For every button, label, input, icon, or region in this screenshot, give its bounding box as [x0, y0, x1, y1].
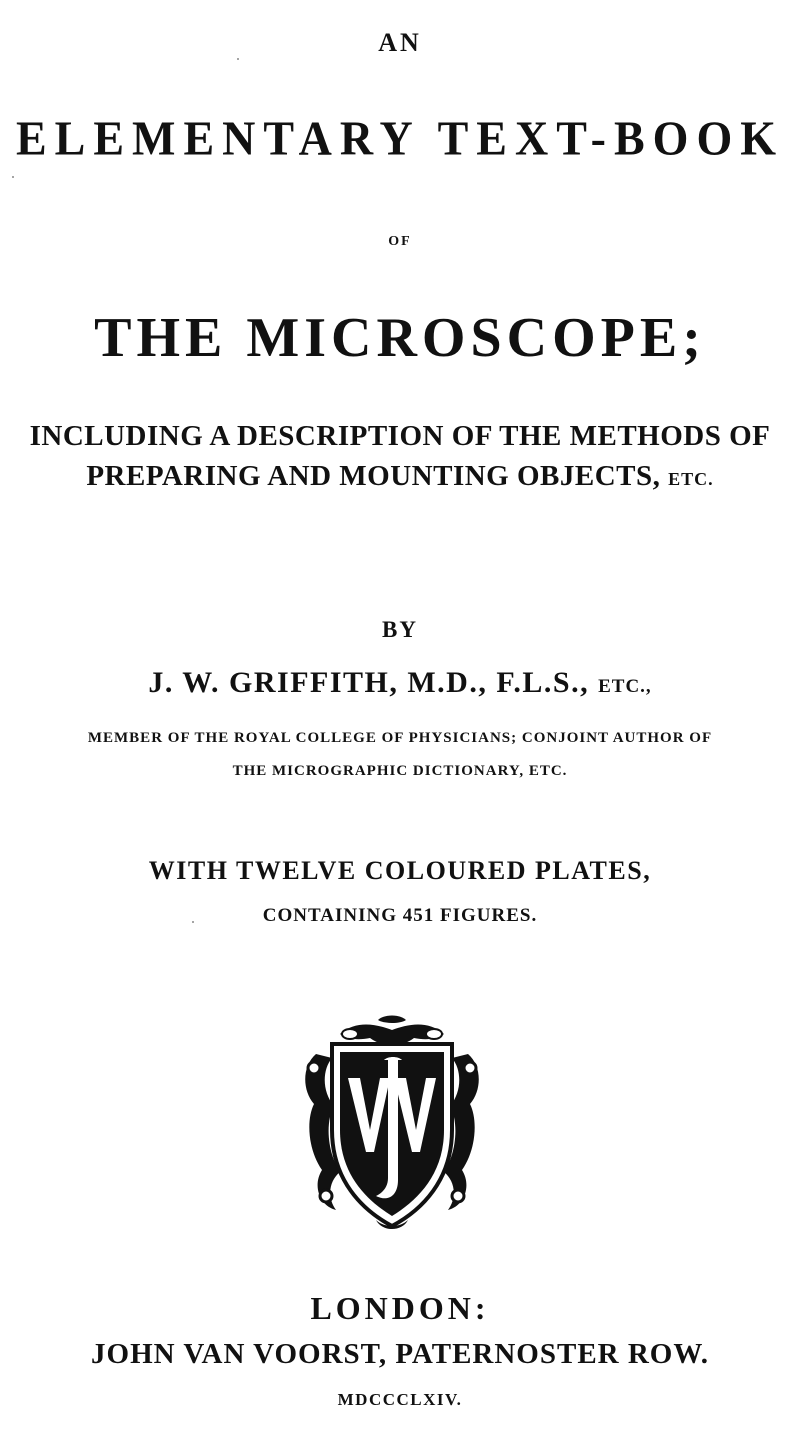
author-etc: ETC.,	[598, 676, 652, 697]
imprint-year: MDCCCLXIV.	[337, 1390, 463, 1409]
plates-line-2: CONTAINING 451 FIGURES.	[262, 905, 538, 926]
author-credentials-line-2: THE MICROGRAPHIC DICTIONARY, ETC.	[232, 763, 568, 779]
author-name: J. W. GRIFFITH, M.D., F.L.S.,	[148, 666, 590, 699]
author-line	[0, 668, 800, 698]
subtitle-line-1: INCLUDING A DESCRIPTION OF THE METHODS OF	[29, 420, 771, 452]
connective-of: OF	[388, 234, 412, 249]
subtitle-line-2	[0, 462, 800, 491]
title-line-2: THE MICROSCOPE;	[94, 307, 706, 369]
author-credentials-line-1: MEMBER OF THE ROYAL COLLEGE OF PHYSICIANS; CONJOINT AUTHOR OF	[87, 730, 713, 746]
paper-speck	[237, 58, 239, 60]
plates-line-1: WITH TWELVE COLOURED PLATES,	[148, 856, 652, 885]
imprint-place: LONDON:	[310, 1290, 490, 1326]
byline-by: BY	[382, 617, 418, 642]
paper-speck	[192, 921, 194, 923]
paper-speck	[12, 176, 14, 178]
title-line-1: ELEMENTARY TEXT-BOOK	[15, 111, 785, 166]
article-an: AN	[378, 28, 422, 57]
subtitle-line-2-text: PREPARING AND MOUNTING OBJECTS,	[86, 460, 661, 492]
subtitle-etc: ETC.	[668, 469, 714, 489]
publisher-device-emblem	[296, 1010, 488, 1236]
imprint-publisher: JOHN VAN VOORST, PATERNOSTER ROW.	[91, 1338, 709, 1370]
